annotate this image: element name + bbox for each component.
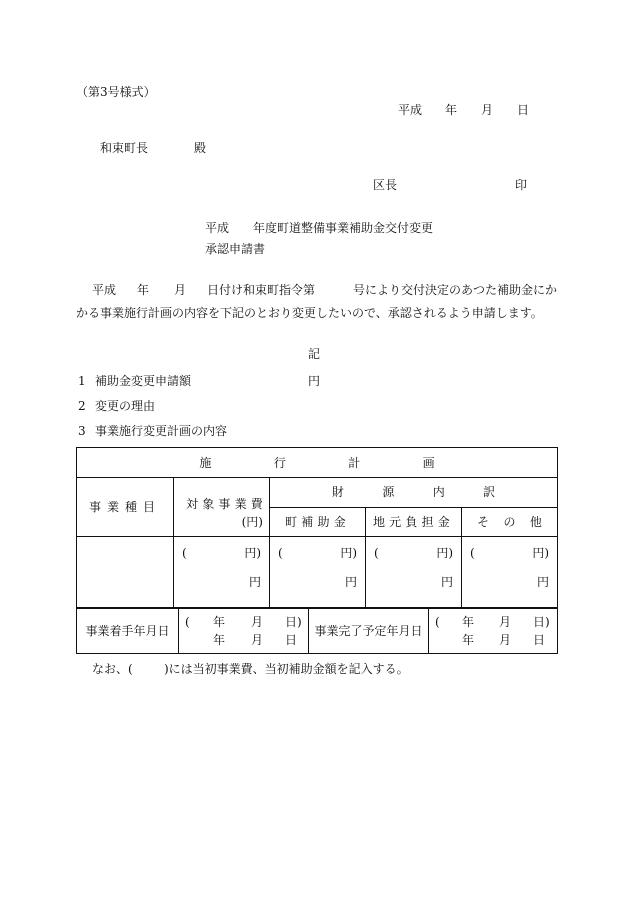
item-3-label: 事業施行変更計画の内容 [95, 424, 228, 438]
paren-close-yen: 円) [436, 546, 453, 560]
body-era: 平成 [92, 283, 117, 297]
applicant-title: 区長 [373, 178, 398, 192]
paren-open: ( [374, 546, 379, 560]
start-date-label: 事業着手年月日 [77, 608, 179, 654]
body-line2: かる事業施行計画の内容を下記のとおり変更したいので、承認されるよう申請します。 [76, 306, 543, 320]
title-line1: 年度町道整備事業補助金交付変更 [253, 221, 434, 235]
start-month-1: 月 [251, 615, 264, 629]
date-era: 平成 [398, 103, 423, 117]
cell-other[interactable] [462, 537, 558, 609]
note-prefix: なお、( [92, 662, 133, 676]
addressee-name: 和束町長 [100, 141, 149, 155]
body-year: 年 [137, 283, 150, 297]
item-3-num: 3 [78, 424, 86, 438]
end-day-2: 日 [533, 633, 546, 647]
yen-unit: 円 [440, 575, 453, 589]
body-part1: 日付け和束町指令第 [207, 283, 316, 297]
paren-open: ( [278, 546, 283, 560]
funding-header: 財源内訳 [270, 478, 558, 508]
end-year-1: 年 [462, 615, 475, 629]
paren-open: ( [185, 615, 190, 629]
cell-town-subsidy[interactable] [270, 537, 366, 609]
paren-open: ( [470, 546, 475, 560]
paren-open: ( [435, 615, 440, 629]
col-other: その他 [462, 507, 558, 537]
item-1-label: 補助金変更申請額 [95, 374, 192, 388]
ki-heading: 記 [308, 347, 321, 361]
col-target-cost-label: 対象事業費 [186, 497, 268, 511]
date-month: 月 [481, 103, 494, 117]
col-local-burden: 地元負担金 [366, 507, 462, 537]
yen-unit: 円 [537, 575, 550, 589]
item-1-num: 1 [78, 374, 86, 388]
title-line2: 承認申請書 [205, 242, 266, 256]
date-year: 年 [445, 103, 458, 117]
item-2-label: 変更の理由 [95, 399, 156, 413]
item-2-num: 2 [78, 399, 86, 413]
seal-mark: 印 [515, 178, 528, 192]
date-day: 日 [517, 103, 530, 117]
schedule-table [76, 607, 558, 654]
cell-local-burden[interactable] [366, 537, 462, 609]
end-month-2: 月 [499, 633, 512, 647]
start-month-2: 月 [251, 633, 264, 647]
yen-unit: 円 [344, 575, 357, 589]
plan-header: 施行計画 [77, 448, 558, 478]
addressee-honorific: 殿 [194, 141, 207, 155]
plan-table [76, 447, 558, 609]
body-part2: 号により交付決定のあつた補助金にか [353, 283, 558, 297]
paren-open: ( [182, 546, 187, 560]
paren-close-yen: 円) [532, 546, 550, 560]
start-day-2: 日 [285, 633, 298, 647]
cell-target-cost[interactable] [174, 537, 270, 609]
end-day-1: 日) [533, 615, 550, 629]
form-number: （第3号様式） [76, 85, 156, 99]
start-year-1: 年 [213, 615, 226, 629]
note-suffix: )には当初事業費、当初補助金額を記入する。 [164, 662, 409, 676]
start-year-2: 年 [213, 633, 226, 647]
title-era: 平成 [205, 221, 230, 235]
end-date-label: 事業完了予定年月日 [309, 608, 429, 654]
end-year-2: 年 [462, 633, 475, 647]
col-target-cost [174, 478, 270, 537]
item-1-unit: 円 [308, 374, 321, 388]
start-date-cell[interactable] [179, 608, 309, 654]
body-month: 月 [174, 283, 187, 297]
start-day-1: 日) [285, 615, 302, 629]
col-target-cost-unit: (円) [241, 515, 263, 529]
end-month-1: 月 [499, 615, 512, 629]
paren-close-yen: 円) [340, 546, 357, 560]
col-town-subsidy: 町補助金 [270, 507, 366, 537]
cell-project-type[interactable] [77, 537, 174, 609]
col-project-type: 事業種目 [77, 478, 174, 537]
paren-close-yen: 円) [244, 546, 261, 560]
end-date-cell[interactable] [429, 608, 558, 654]
yen-unit: 円 [248, 575, 261, 589]
